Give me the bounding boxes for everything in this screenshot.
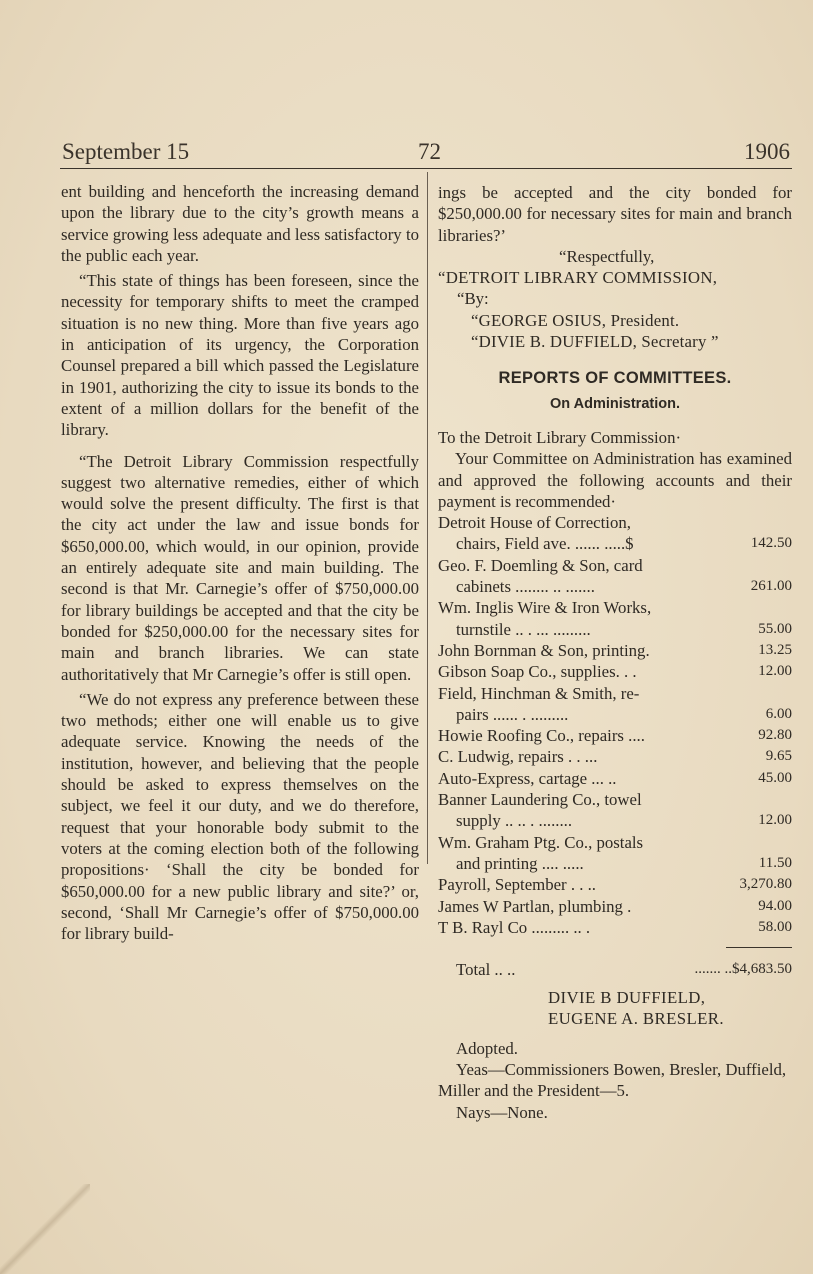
committee-signer: EUGENE A. BRESLER. <box>548 1009 724 1029</box>
account-description: Geo. F. Doemling & Son, card <box>438 555 643 575</box>
signature-closing: “Respectfully, <box>559 246 655 266</box>
votes-section <box>438 1059 792 1123</box>
account-amount: 12.00 <box>758 663 792 680</box>
account-row <box>438 746 792 767</box>
total-rule <box>726 947 792 948</box>
account-row <box>438 789 792 810</box>
account-description: turnstile .. . ... ......... <box>456 619 591 639</box>
yeas-line: Yeas—Commissioners Bowen, Bresler, Duffield, Miller and the President—5. <box>438 1059 787 1101</box>
account-description: cabinets ........ .. ....... <box>456 577 595 597</box>
adopted-line: Adopted. <box>456 1038 518 1058</box>
account-amount: 92.80 <box>758 727 792 744</box>
account-description: Detroit House of Correction, <box>438 513 631 533</box>
paragraph: “The Detroit Library Commission respectfully suggest two alternative remedies, either of which would solve the present difficulty. The first is that the city act under the law and issue bonds for $650,000.00, which would, in our opinion, provide an entirely adequate site and main building. The second is that Mr. Carnegie’s offer of $750,000.00 for library buildings be accepted and that the city be bonded for $250,000.00 for the necessary sites for main and branch libraries. We can state authoritatively that Mr Carnegie’s offer is still open. <box>61 451 419 684</box>
signature-by: “By: <box>457 289 489 309</box>
account-row <box>438 896 792 917</box>
page-crease <box>0 1184 90 1274</box>
account-description: and printing .... ..... <box>456 853 584 873</box>
account-description: C. Ludwig, repairs . . ... <box>438 747 598 767</box>
account-amount: 3,270.80 <box>739 876 792 893</box>
account-amount: 6.00 <box>765 705 792 722</box>
account-row <box>438 768 792 789</box>
account-description: T B. Rayl Co ......... .. . <box>438 917 591 937</box>
account-description: Payroll, September . . .. <box>438 875 596 895</box>
account-row <box>438 832 792 853</box>
account-amount: 261.00 <box>750 578 792 595</box>
account-amount: 55.00 <box>758 620 792 637</box>
page-number: 72 <box>418 139 441 164</box>
right-column <box>438 182 792 1123</box>
account-row-continuation <box>438 619 792 640</box>
account-description: Auto-Express, cartage ... .. <box>438 768 617 788</box>
account-row <box>438 917 792 938</box>
account-description: supply .. .. . ........ <box>456 811 573 831</box>
signature-president: “GEORGE OSIUS, President. <box>471 310 680 330</box>
account-description: Wm. Graham Ptg. Co., postals <box>438 832 644 852</box>
total-amount: ....... ..$4,683.50 <box>694 961 792 978</box>
account-row-continuation <box>438 576 792 597</box>
total-row <box>438 959 792 983</box>
left-column <box>61 181 419 944</box>
accounts-list <box>438 512 792 938</box>
nays-line: Nays—None. <box>456 1102 548 1122</box>
account-row-continuation <box>438 704 792 725</box>
committee-intro: Your Committee on Administration has examined and approved the following accounts and their payment is recommended· <box>438 449 792 511</box>
account-description: pairs ...... . ......... <box>456 704 569 724</box>
signature-secretary: “DIVIE B. DUFFIELD, Secretary ” <box>471 332 719 352</box>
header-date: September 15 <box>62 139 190 164</box>
header-year: 1906 <box>744 139 790 164</box>
page-header <box>62 139 790 169</box>
account-description: John Bornman & Son, printing. <box>438 640 650 660</box>
section-subheading: On Administration. <box>550 395 680 412</box>
account-row <box>438 683 792 704</box>
paragraph: “This state of things has been foreseen, since the necessity for temporary shifts to meet the cramped situation is no new thing. More than five years ago in anticipation of its urgency, the Corporation Counsel prepared a bill which passed the Legislature in 1901, authorizing the city to issue its bonds to the extent of a million dollars for the benefit of the library. <box>61 271 419 440</box>
account-description: Wm. Inglis Wire & Iron Works, <box>438 598 652 618</box>
account-row-continuation <box>438 853 792 874</box>
account-row <box>438 661 792 682</box>
section-heading: REPORTS OF COMMITTEES. <box>498 369 732 388</box>
committee-signer: DIVIE B DUFFIELD, <box>548 988 706 1008</box>
account-row <box>438 874 792 895</box>
column-divider <box>427 172 428 864</box>
account-description: Gibson Soap Co., supplies. . . <box>438 662 637 682</box>
paragraph-continuation: ings be accepted and the city bonded for $250,000.00 for necessary sites for main and branch libraries?’ <box>438 183 792 245</box>
paragraph: “We do not express any preference between these two methods; either one will enable us to give adequate service. Knowing the needs of the institution, however, and believing that the people should be asked to express themselves on the subject, we feel it our duty, and we do therefore, request that your honorable body submit to the voters at the coming election both of the following propositions· ‘Shall the city be bonded for $650,000.00 for a new public library and site?’ or, second, ‘Shall Mr Carnegie’s offer of $750,000.00 for library build- <box>61 689 419 944</box>
account-amount: 58.00 <box>758 918 792 935</box>
account-description: chairs, Field ave. ...... .....$ <box>456 534 634 554</box>
account-row <box>438 555 792 576</box>
total-label: Total .. .. <box>456 960 516 980</box>
account-amount: 12.00 <box>758 812 792 829</box>
account-row <box>438 640 792 661</box>
account-amount: 142.50 <box>750 535 792 552</box>
account-description: Field, Hinchman & Smith, re- <box>438 683 640 703</box>
account-row-continuation <box>438 533 792 554</box>
account-description: Banner Laundering Co., towel <box>438 790 642 810</box>
account-description: James W Partlan, plumbing . <box>438 896 632 916</box>
account-description: Howie Roofing Co., repairs .... <box>438 726 645 746</box>
account-amount: 45.00 <box>758 769 792 786</box>
account-amount: 9.65 <box>765 748 792 765</box>
account-amount: 11.50 <box>758 854 792 871</box>
paragraph: ent building and henceforth the increasing demand upon the library due to the city’s growth means a service growing less adequate and less satisfactory to the public each year. <box>61 182 419 265</box>
address-line: To the Detroit Library Commission· <box>438 427 682 447</box>
account-amount: 94.00 <box>758 897 792 914</box>
account-row <box>438 597 792 618</box>
account-amount: 13.25 <box>758 641 792 658</box>
account-row-continuation <box>438 810 792 831</box>
account-row <box>438 725 792 746</box>
header-rule <box>60 168 792 169</box>
account-row <box>438 512 792 533</box>
signature-organization: “DETROIT LIBRARY COMMISSION, <box>438 268 718 288</box>
